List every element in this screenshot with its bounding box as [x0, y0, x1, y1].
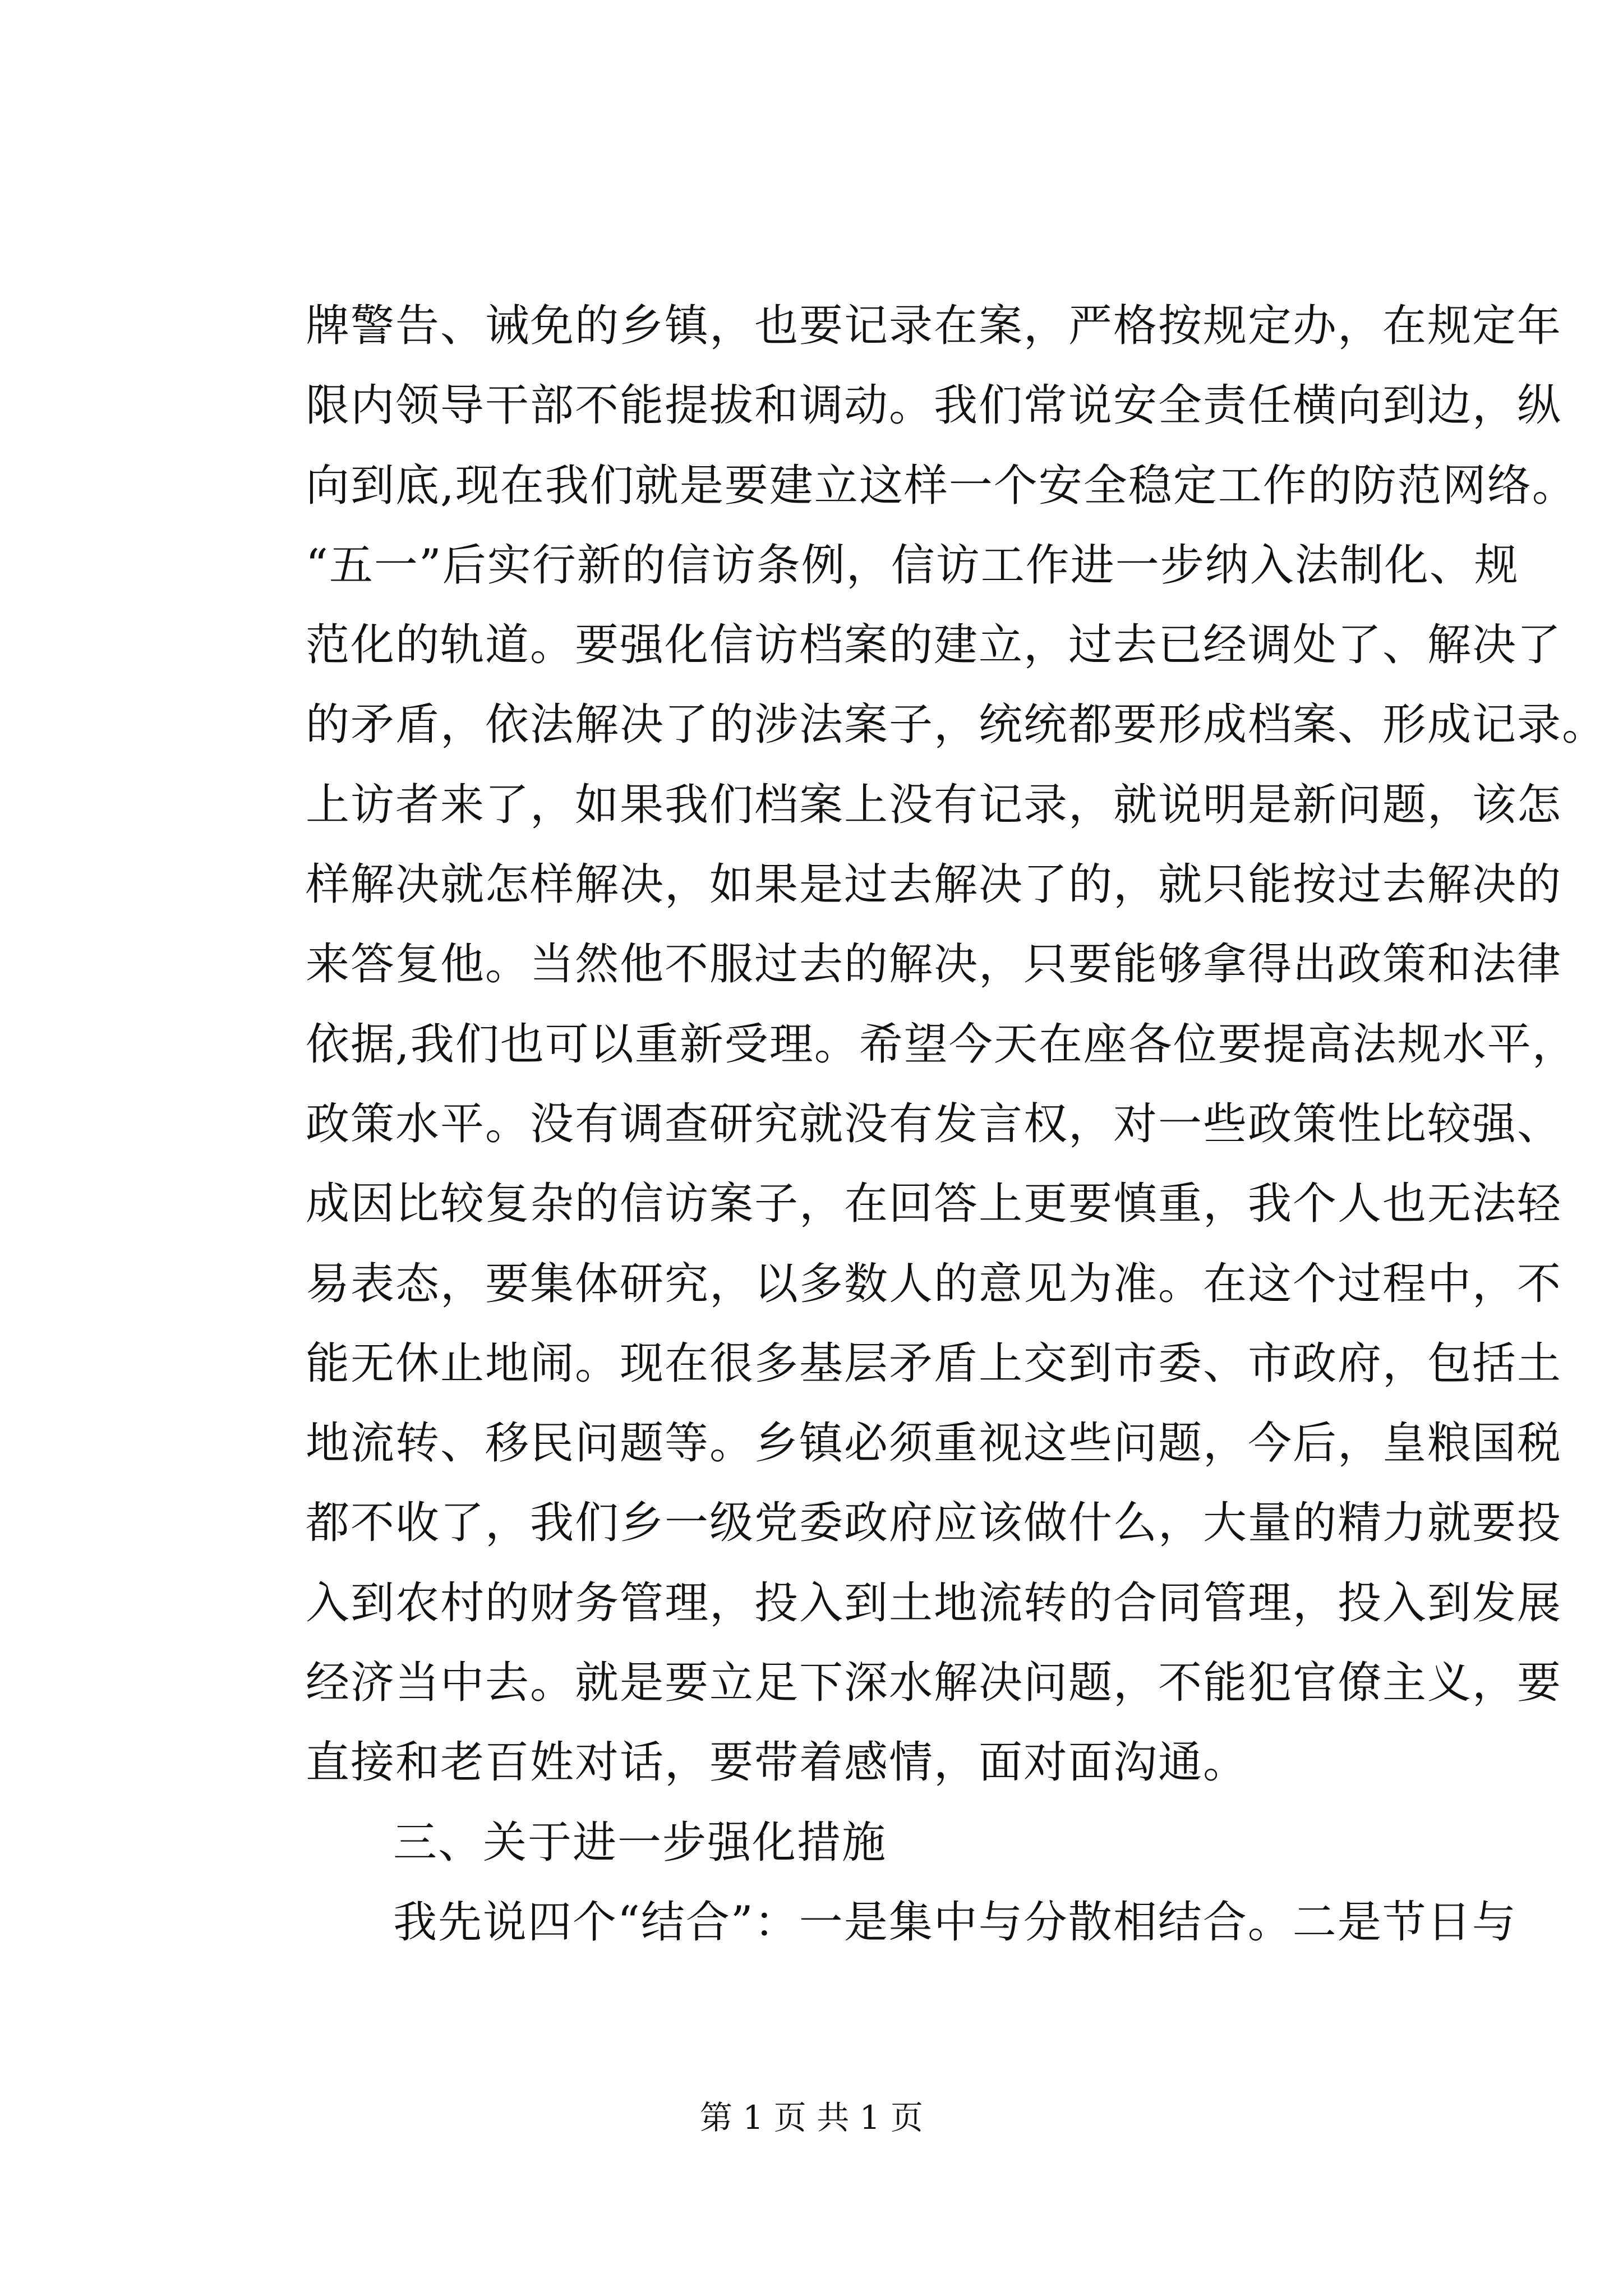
text-line: 政策水平。没有调查研究就没有发言权，对一些政策性比较强、 [306, 1098, 1562, 1149]
text-line: 限内领导干部不能提拔和调动。我们常说安全责任横向到边，纵 [306, 380, 1562, 431]
text-line: 依据,我们也可以重新受理。希望今天在座各位要提高法规水平， [306, 1019, 1577, 1070]
text-line: 入到农村的财务管理，投入到土地流转的合同管理，投入到发展 [306, 1577, 1562, 1628]
text-line: 经济当中去。就是要立足下深水解决问题，不能犯官僚主义，要 [306, 1658, 1562, 1709]
document-body [306, 286, 1607, 1962]
text-line: 能无休止地闹。现在很多基层矛盾上交到市委、市政府，包括土 [306, 1338, 1562, 1389]
text-line: 成因比较复杂的信访案子，在回答上更要慎重，我个人也无法轻 [306, 1179, 1562, 1230]
text-line: 地流转、移民问题等。乡镇必须重视这些问题，今后，皇粮国税 [306, 1418, 1562, 1469]
text-line: 牌警告、诫免的乡镇，也要记录在案，严格按规定办，在规定年 [306, 301, 1562, 351]
text-line: “五一”后实行新的信访条例，信访工作进一步纳入法制化、规 [306, 540, 1519, 591]
text-line: 上访者来了，如果我们档案上没有记录，就说明是新问题，该怎 [306, 779, 1562, 830]
text-line: 范化的轨道。要强化信访档案的建立，过去已经调处了、解决了 [306, 620, 1562, 671]
text-line: 的矛盾，依法解决了的涉法案子，统统都要形成档案、形成记录。 [306, 700, 1607, 751]
text-line: 向到底,现在我们就是要建立这样一个安全稳定工作的防范网络。 [306, 460, 1577, 511]
text-line: 易表态，要集体研究，以多数人的意见为准。在这个过程中，不 [306, 1258, 1562, 1309]
text-line: 样解决就怎样解决，如果是过去解决了的，就只能按过去解决的 [306, 859, 1562, 910]
section-heading: 三、关于进一步强化措施 [393, 1817, 887, 1868]
page-footer: 第 1 页 共 1 页 [700, 2099, 923, 2137]
text-line: 来答复他。当然他不服过去的解决，只要能够拿得出政策和法律 [306, 939, 1562, 990]
text-line: 都不收了，我们乡一级党委政府应该做什么，大量的精力就要投 [306, 1498, 1562, 1549]
text-line: 直接和老百姓对话，要带着感情，面对面沟通。 [306, 1737, 1248, 1788]
paragraph-first-line: 我先说四个“结合”：一是集中与分散相结合。二是节日与 [393, 1897, 1517, 1948]
